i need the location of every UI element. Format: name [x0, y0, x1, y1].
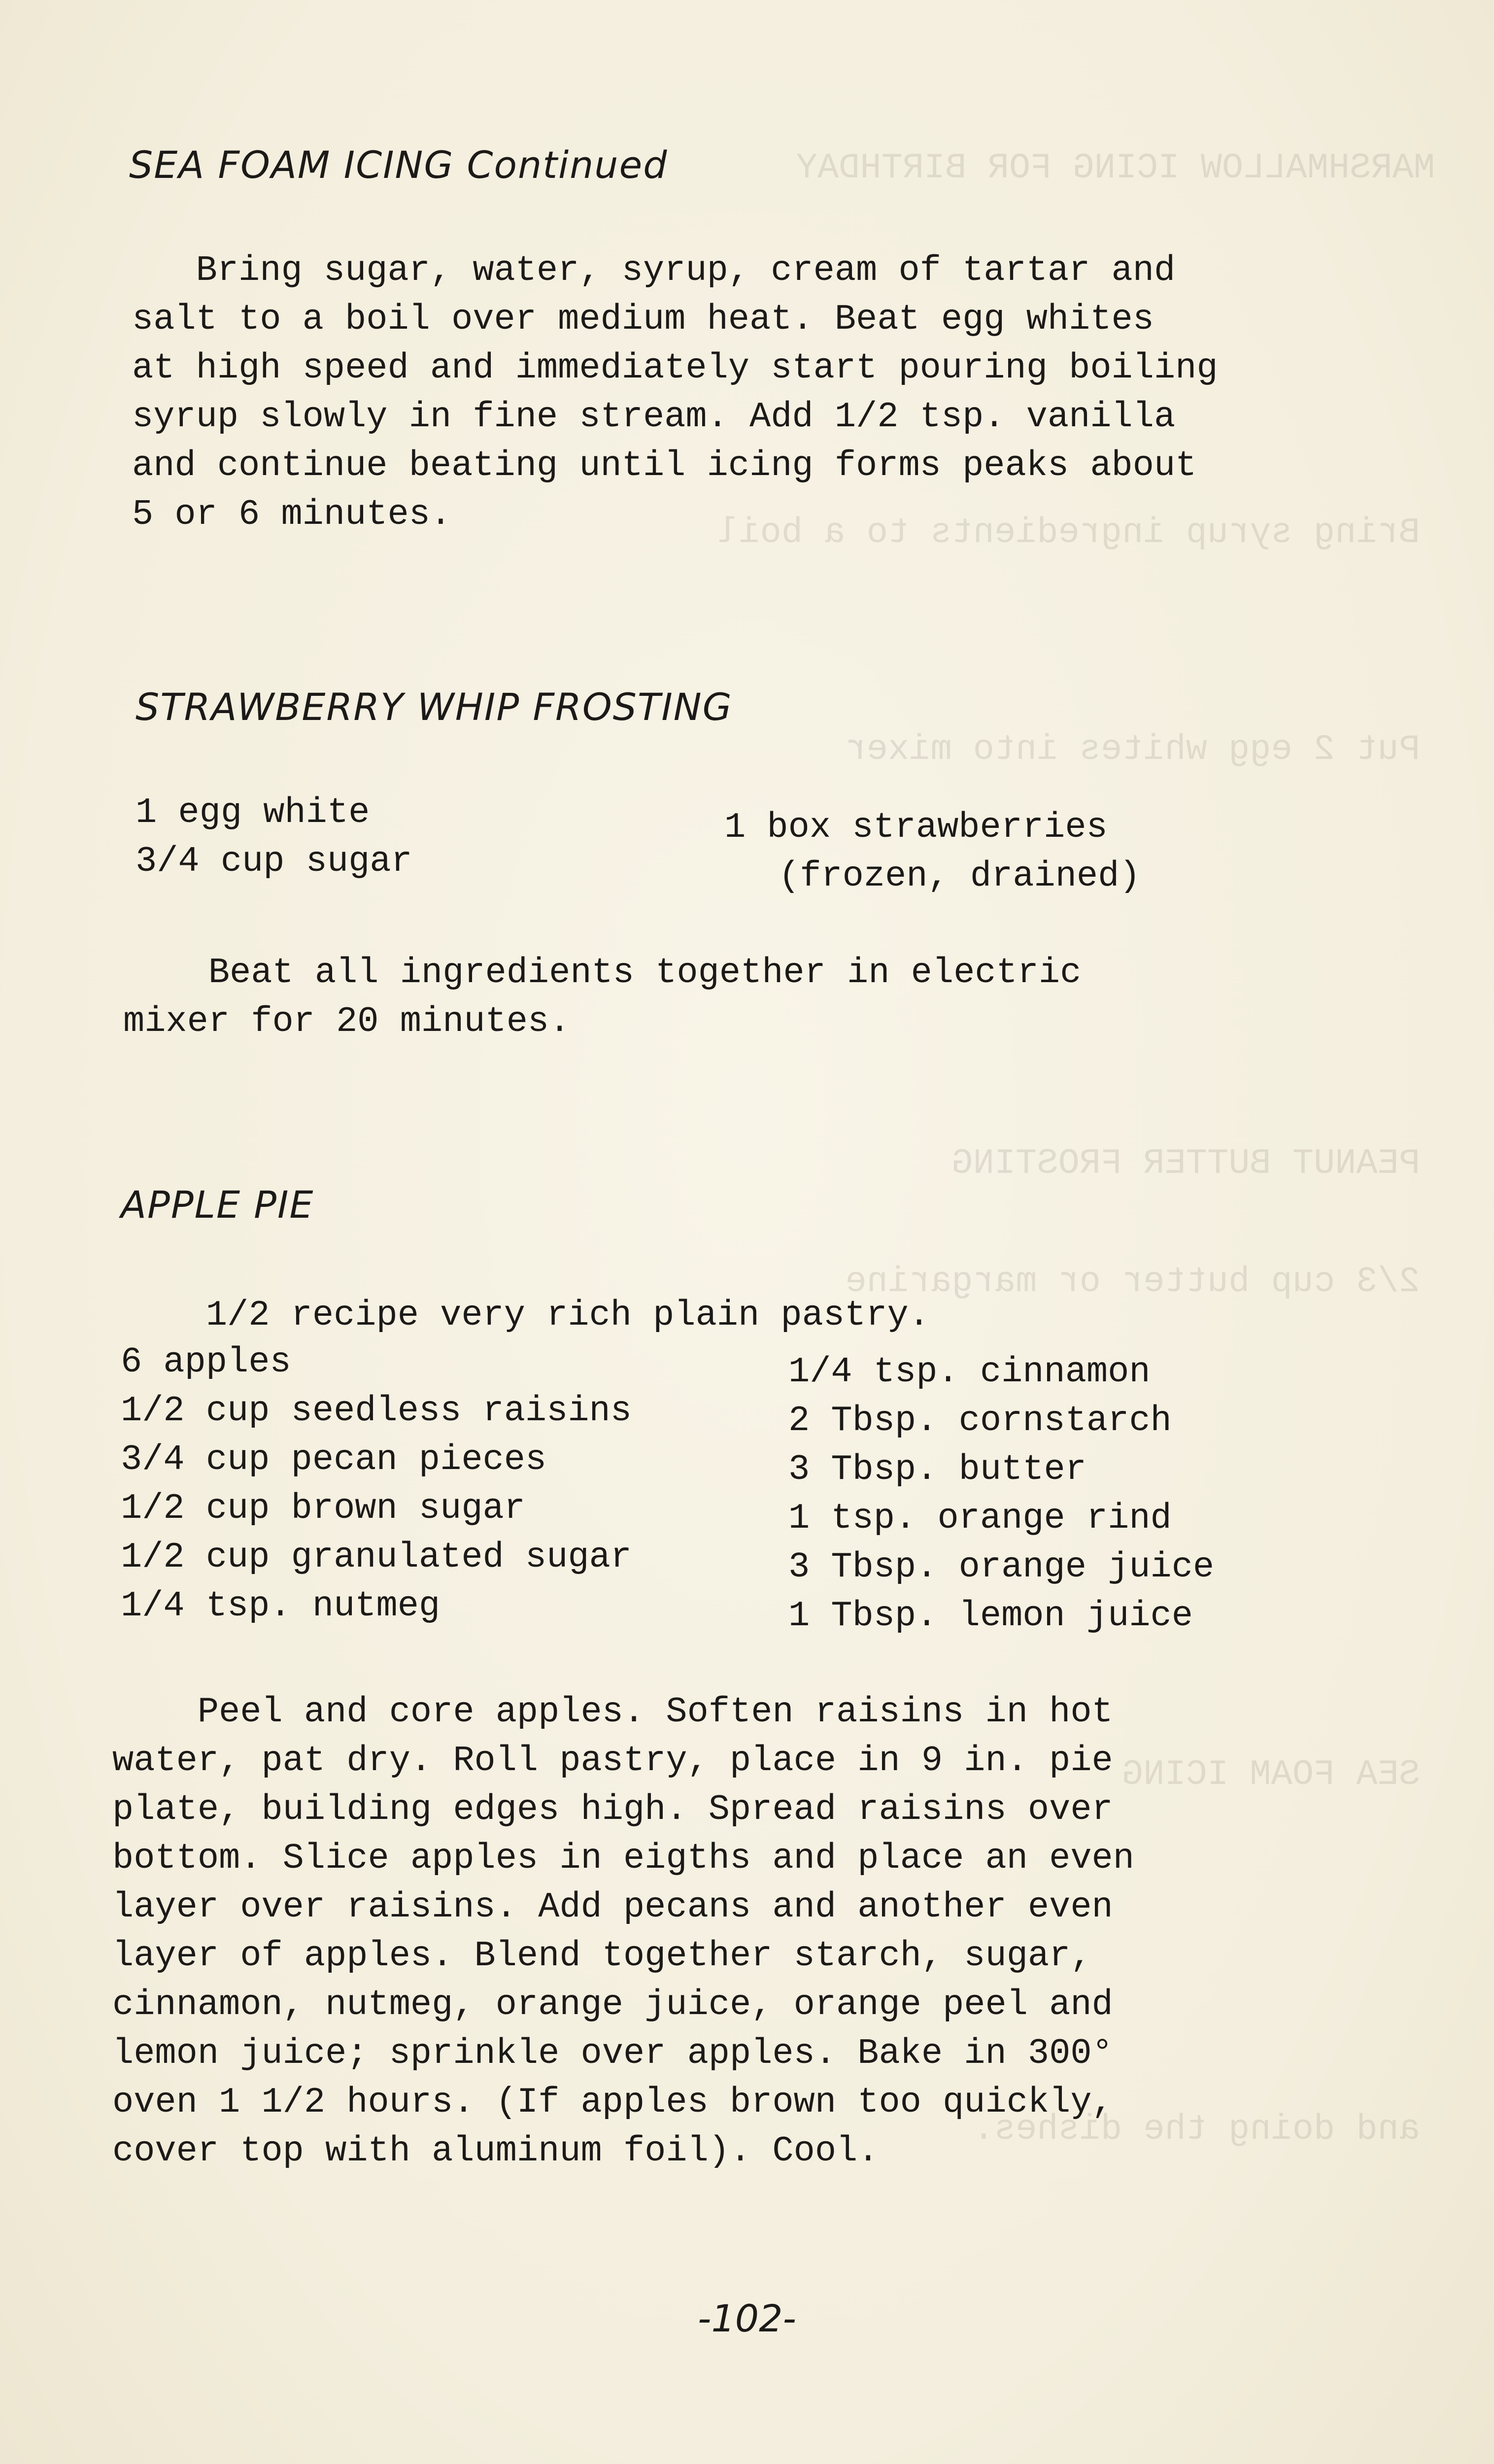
sea-foam-line: at high speed and immediately start pouring boiling — [132, 348, 1218, 388]
sea-foam-line: syrup slowly in fine stream. Add 1/2 tsp. vanilla — [132, 397, 1176, 437]
ingredient: 1/4 tsp. cinnamon — [788, 1352, 1151, 1392]
ingredient: 3 Tbsp. butter — [788, 1449, 1087, 1490]
apple-pie-line: cinnamon, nutmeg, orange juice, orange peel and — [112, 1985, 1113, 2025]
apple-pie-line: oven 1 1/2 hours. (If apples brown too quickly, — [112, 2082, 1113, 2122]
ingredient: 6 apples — [121, 1342, 291, 1382]
sea-foam-line: 5 or 6 minutes. — [132, 494, 452, 535]
ingredient: 3/4 cup sugar — [136, 841, 412, 882]
apple-pie-line: layer over raisins. Add pecans and another even — [112, 1887, 1113, 1927]
page-number: -102- — [698, 2296, 796, 2340]
ingredient: 1/2 cup granulated sugar — [121, 1537, 632, 1577]
strawberry-ingredients-right — [724, 803, 1141, 901]
strawberry-ingredients-left — [136, 788, 412, 886]
strawberry-line: mixer for 20 minutes. — [123, 1001, 571, 1042]
strawberry-title: STRAWBERRY WHIP FROSTING — [136, 685, 733, 729]
ingredient: 1/4 tsp. nutmeg — [121, 1586, 441, 1626]
apple-pie-line: Peel and core apples. Soften raisins in hot — [112, 1692, 1113, 1732]
sea-foam-line: and continue beating until icing forms peaks about — [132, 445, 1197, 486]
strawberry-directions — [123, 949, 1081, 1046]
apple-pie-line: layer of apples. Blend together starch, sugar, — [112, 1936, 1092, 1976]
ingredient: 1 tsp. orange rind — [788, 1498, 1172, 1539]
apple-pie-intro-line: 1/2 recipe very rich plain pastry. — [121, 1295, 930, 1335]
apple-pie-line: bottom. Slice apples in eigths and place an even — [112, 1838, 1134, 1879]
apple-pie-ingredients-right — [788, 1348, 1214, 1641]
ingredient: (frozen, drained) — [779, 856, 1141, 896]
sea-foam-line: Bring sugar, water, syrup, cream of tartar and — [132, 250, 1176, 291]
apple-pie-directions — [112, 1688, 1134, 2176]
sea-foam-directions — [132, 246, 1218, 539]
ingredient: 1/2 cup seedless raisins — [121, 1391, 632, 1431]
ingredient: 3 Tbsp. orange juice — [788, 1547, 1215, 1587]
strawberry-line: Beat all ingredients together in electric — [123, 953, 1082, 993]
ingredient: 1 Tbsp. lemon juice — [788, 1596, 1193, 1636]
ingredient: 1 box strawberries — [724, 807, 1108, 848]
apple-pie-ingredients-left — [121, 1338, 632, 1631]
ingredient: 3/4 cup pecan pieces — [121, 1439, 547, 1480]
apple-pie-title: APPLE PIE — [121, 1183, 314, 1227]
apple-pie-line: cover top with aluminum foil). Cool. — [112, 2131, 879, 2171]
apple-pie-intro — [121, 1291, 930, 1340]
ingredient: 2 Tbsp. cornstarch — [788, 1401, 1172, 1441]
sea-foam-line: salt to a boil over medium heat. Beat egg whites — [132, 299, 1154, 340]
ingredient: 1/2 cup brown sugar — [121, 1488, 525, 1529]
bleed-through-text: MARSHMALLOW ICING FOR BIRTHDAY Bring syrup ingredients to a boil Put 2 egg whites into mixer PEANUT BUTTER FROSTING 2/3 cup butter or margarine SEA FOAM ICING and doing the dishes. — [717, 148, 1435, 2150]
apple-pie-line: lemon juice; sprinkle over apples. Bake in 300° — [112, 2033, 1113, 2074]
apple-pie-line: plate, building edges high. Spread raisins over — [112, 1789, 1113, 1830]
sea-foam-title: SEA FOAM ICING Continued — [129, 143, 668, 187]
ingredient: 1 egg white — [136, 792, 370, 833]
apple-pie-line: water, pat dry. Roll pastry, place in 9 in. pie — [112, 1741, 1113, 1781]
